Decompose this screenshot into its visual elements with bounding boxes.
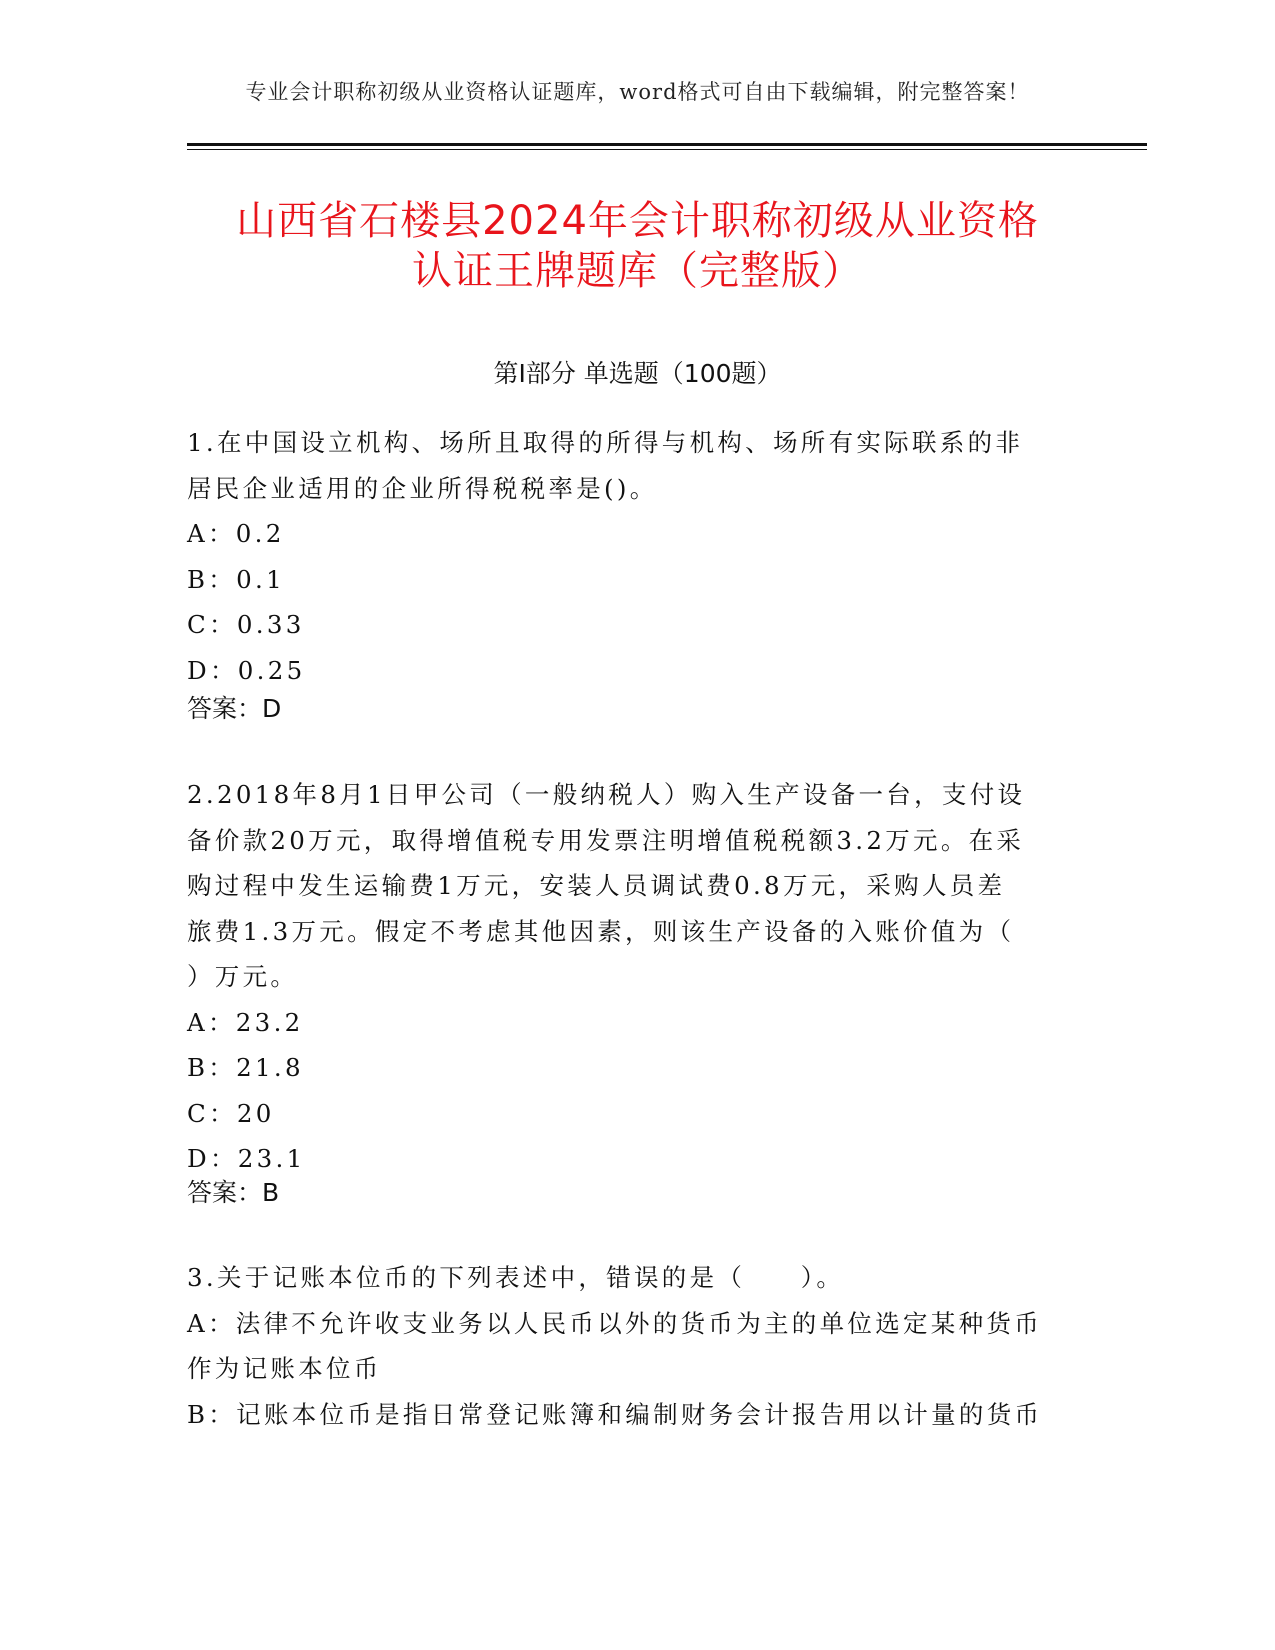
question-3: [187, 1255, 1087, 1437]
question-stem-line: 2.2018年8月1日甲公司（一般纳税人）购入生产设备一台，支付设: [187, 780, 1026, 809]
option-d: D：0.25: [187, 655, 306, 685]
title-line-2: 认证王牌题库（完整版）: [412, 248, 863, 294]
answer-1: 答案：D: [187, 694, 282, 723]
option-b: B：0.1: [187, 564, 285, 594]
header-rule-thin: [187, 149, 1147, 150]
question-stem-line: 居民企业适用的企业所得税税率是()。: [187, 473, 658, 503]
question-stem-line: 1.在中国设立机构、场所且取得的所得与机构、场所有实际联系的非: [187, 428, 1024, 457]
question-1: [187, 420, 1087, 693]
question-2: [187, 772, 1087, 1182]
option-d: D：23.1: [187, 1144, 306, 1173]
option-a: A：0.2: [187, 519, 285, 548]
question-stem-line: 备价款20万元，取得增值税专用发票注明增值税税额3.2万元。在采: [187, 825, 1025, 855]
option-c: C：0.33: [187, 610, 305, 639]
option-a: A：23.2: [187, 1007, 304, 1037]
title-line-1: 山西省石楼县2024年会计职称初级从业资格: [236, 198, 1039, 244]
answer-2: 答案：B: [187, 1178, 280, 1207]
option-b: B：21.8: [187, 1053, 304, 1082]
option-a-line: A：法律不允许收支业务以人民币以外的货币为主的单位选定某种货币: [187, 1308, 1042, 1338]
question-stem-line: 3.关于记账本位币的下列表述中，错误的是（ ）。: [187, 1263, 845, 1292]
header-note: 专业会计职称初级从业资格认证题库，word格式可自由下载编辑，附完整答案！: [245, 80, 1030, 104]
section-title: 第Ⅰ部分 单选题（100题）: [493, 359, 782, 388]
question-stem-line: 旅费1.3万元。假定不考虑其他因素，则该生产设备的入账价值为（: [187, 916, 1015, 946]
document-title: [150, 196, 1125, 296]
header-rule-thick: [187, 143, 1147, 146]
option-c: C：20: [187, 1098, 275, 1128]
option-b-line: B：记账本位币是指日常登记账簿和编制财务会计报告用以计量的货币: [187, 1399, 1043, 1429]
question-stem-line: 购过程中发生运输费1万元，安装人员调试费0.8万元，采购人员差: [187, 871, 1006, 900]
option-a-line: 作为记账本位币: [187, 1354, 382, 1383]
question-stem-line: ）万元。: [187, 962, 299, 991]
